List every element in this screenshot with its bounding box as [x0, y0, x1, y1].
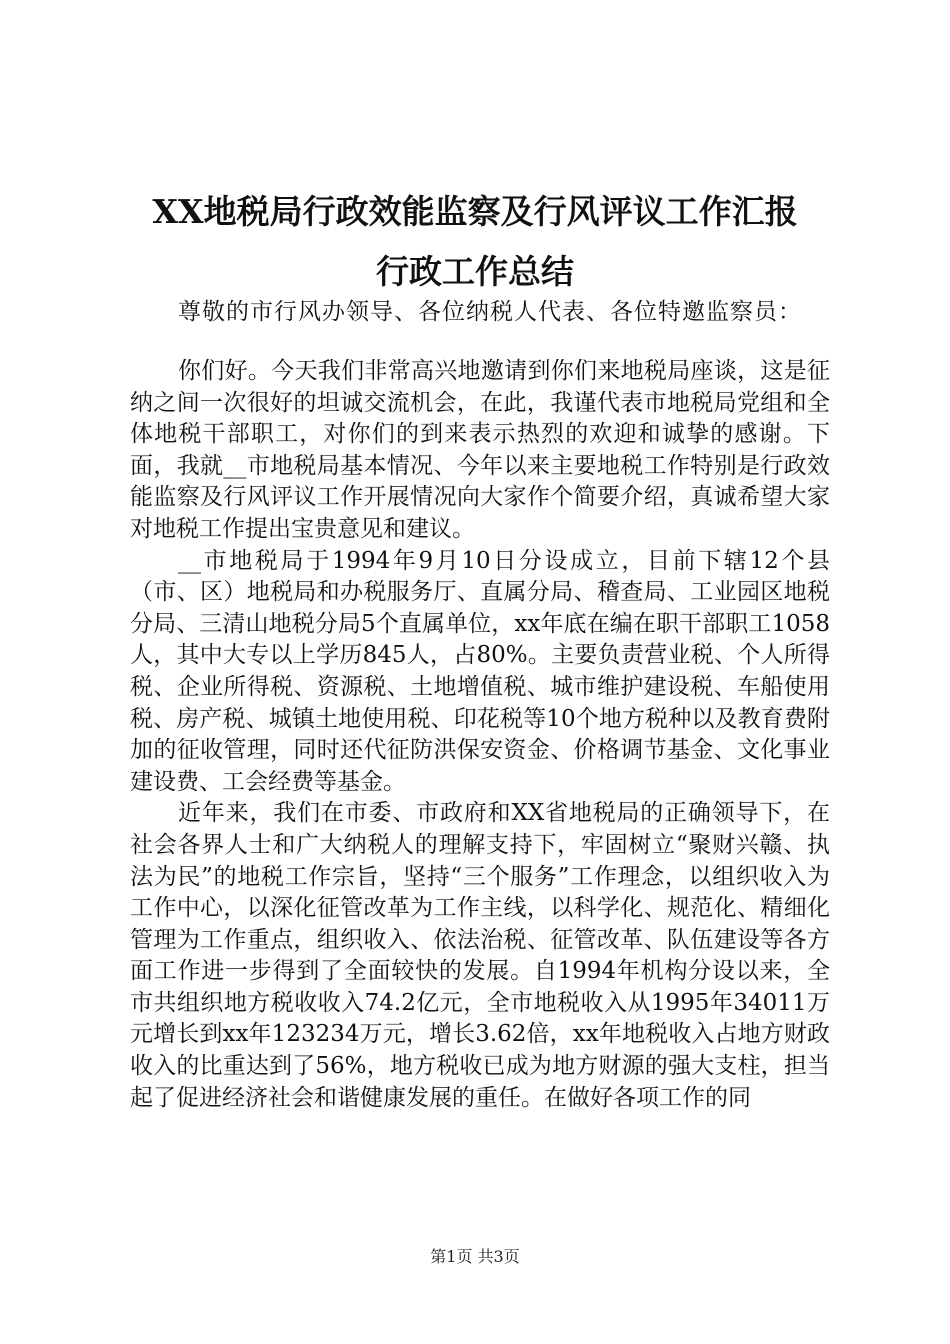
paragraph-recent-work: 近年来，我们在市委、市政府和XX省地税局的正确领导下，在社会各界人士和广大纳税人的理解支持下，牢固树立“聚财兴赣、执法为民”的地税工作宗旨，坚持“三个服务”工作理念，以组织收入为工作中心，以深化征管改革为工作主线，以科学化、规范化、精细化管理为工作重点，组织收入、依法治税、征管改革、队伍建设等各方面工作进一步得到了全面较快的发展。自1994年机构分设以来，全市共组织地方税收收入74.2亿元，全市地税收入从1995年34011万元增长到xx年123234万元，增长3.62倍，xx年地税收入占地方财政收入的比重达到了56%，地方税收已成为地方财源的强大支柱，担当起了促进经济社会和谐健康发展的重任。在做好各项工作的同: [130, 800, 830, 1111]
page-footer: [0, 1244, 950, 1267]
paragraph-greeting: 你们好。今天我们非常高兴地邀请到你们来地税局座谈，这是征纳之间一次很好的坦诚交流机会，在此，我谨代表市地税局党组和全体地税干部职工，对你们的到来表示热烈的欢迎和诚挚的感谢。下面，我就__市地税局基本情况、今年以来主要地税工作特别是行政效能监察及行风评议工作开展情况向大家作个简要介绍，真诚希望大家对地税工作提出宝贵意见和建议。: [130, 358, 830, 542]
document-title: XX地税局行政效能监察及行风评议工作汇报: [152, 192, 798, 231]
paragraph-bureau-overview: __市地税局于1994年9月10日分设成立，目前下辖12个县（市、区）地税局和办税服务厅、直属分局、稽查局、工业园区地税分局、三清山地税分局5个直属单位，xx年底在编在职干部职工1058人，其中大专以上学历845人，占80%。主要负责营业税、个人所得税、企业所得税、资源税、土地增值税、城市维护建设税、车船使用税、房产税、城镇土地使用税、印花税等10个地方税种以及教育费附加的征收管理，同时还代征防洪保安资金、价格调节基金、文化事业建设费、工会经费等基金。: [130, 547, 830, 795]
salutation: 尊敬的市行风办领导、各位纳税人代表、各位特邀监察员：: [178, 299, 802, 325]
document-body: [130, 356, 830, 1114]
page-number: 第1页 共3页: [430, 1247, 520, 1266]
document-subtitle: 行政工作总结: [376, 252, 574, 291]
